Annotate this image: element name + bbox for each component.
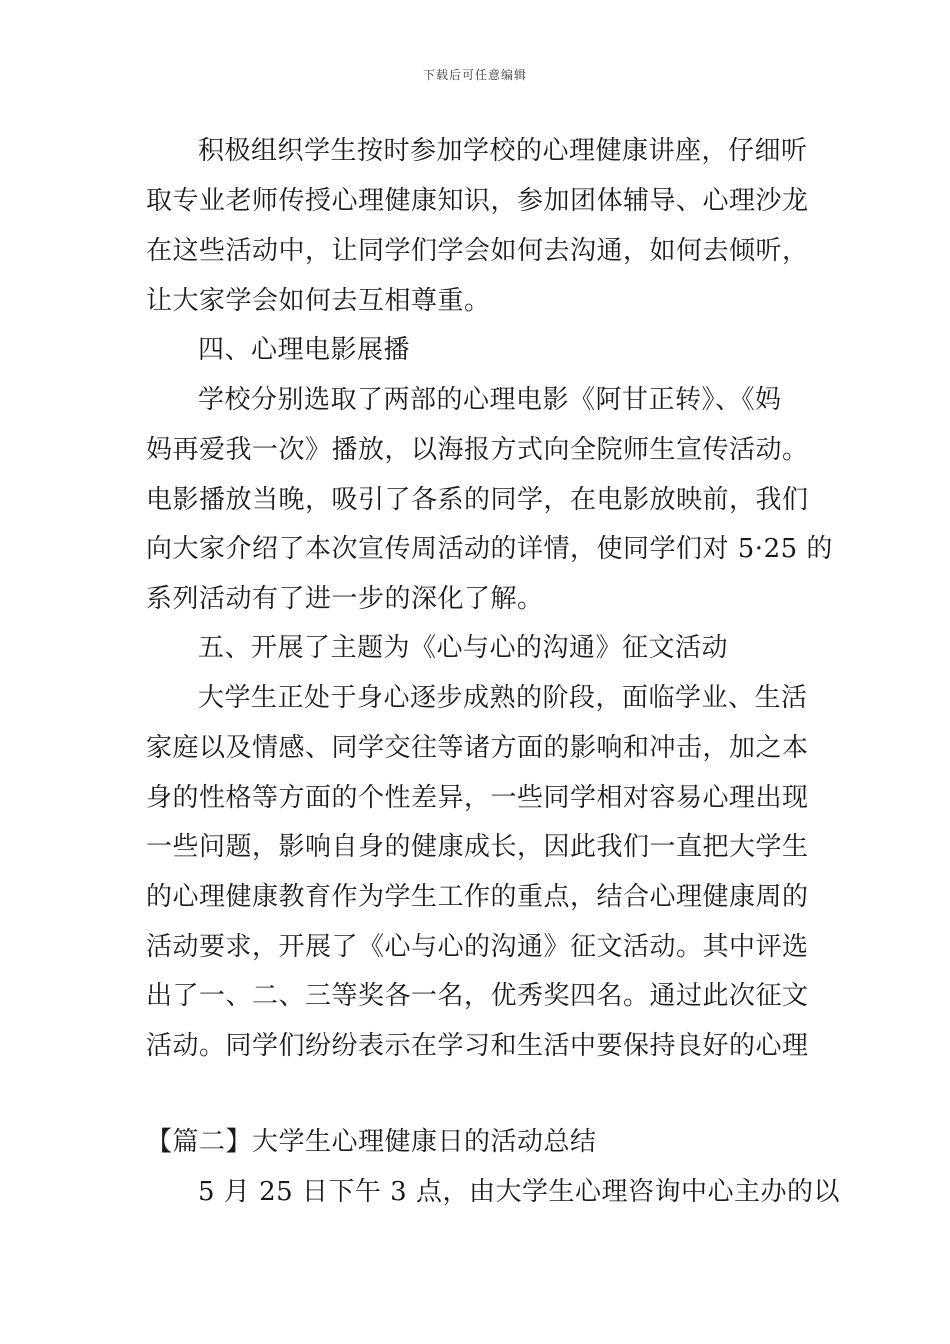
paragraph-line: 家庭以及情感、同学交往等诸方面的影响和冲击，加之本 xyxy=(146,733,809,763)
paragraph-line: 活动。同学们纷纷表示在学习和生活中要保持良好的心理 xyxy=(146,1031,809,1061)
header-note: 下载后可任意编辑 xyxy=(422,68,527,82)
section-heading: 五、开展了主题为《心与心的沟通》征文活动 xyxy=(198,633,729,663)
paragraph-line: 的心理健康教育作为学生工作的重点，结合心理健康周的 xyxy=(146,882,809,912)
paragraph-line: 活动要求，开展了《心与心的沟通》征文活动。其中评选 xyxy=(146,932,809,962)
paragraph-line: 出了一、二、三等奖各一名，优秀奖四名。通过此次征文 xyxy=(146,981,809,1011)
paragraph-line: 学校分别选取了两部的心理电影《阿甘正转》、《妈 xyxy=(198,385,782,415)
paragraph-line: 取专业老师传授心理健康知识，参加团体辅导、心理沙龙 xyxy=(146,186,809,216)
paragraph-line: 5 月 25 日下午 3 点，由大学生心理咨询中心主办的以 xyxy=(198,1177,840,1207)
section-title: 【篇二】大学生心理健康日的活动总结 xyxy=(146,1127,597,1157)
paragraph-line: 向大家介绍了本次宣传周活动的详情，使同学们对 5·25 的 xyxy=(146,534,833,564)
paragraph-line: 在这些活动中，让同学们学会如何去沟通，如何去倾听， xyxy=(146,236,809,266)
paragraph-line: 一些问题，影响自身的健康成长，因此我们一直把大学生 xyxy=(146,832,809,862)
paragraph-line: 妈再爱我一次》播放，以海报方式向全院师生宣传活动。 xyxy=(146,435,809,465)
paragraph-line: 身的性格等方面的个性差异，一些同学相对容易心理出现 xyxy=(146,783,809,813)
paragraph-line: 积极组织学生按时参加学校的心理健康讲座，仔细听 xyxy=(198,136,808,166)
paragraph-line: 让大家学会如何去互相尊重。 xyxy=(146,286,491,316)
paragraph-line: 大学生正处于身心逐步成熟的阶段，面临学业、生活 xyxy=(198,683,808,713)
section-heading: 四、心理电影展播 xyxy=(198,335,411,365)
paragraph-line: 电影播放当晚，吸引了各系的同学，在电影放映前，我们 xyxy=(146,485,809,515)
paragraph-line: 系列活动有了进一步的深化了解。 xyxy=(146,584,544,614)
